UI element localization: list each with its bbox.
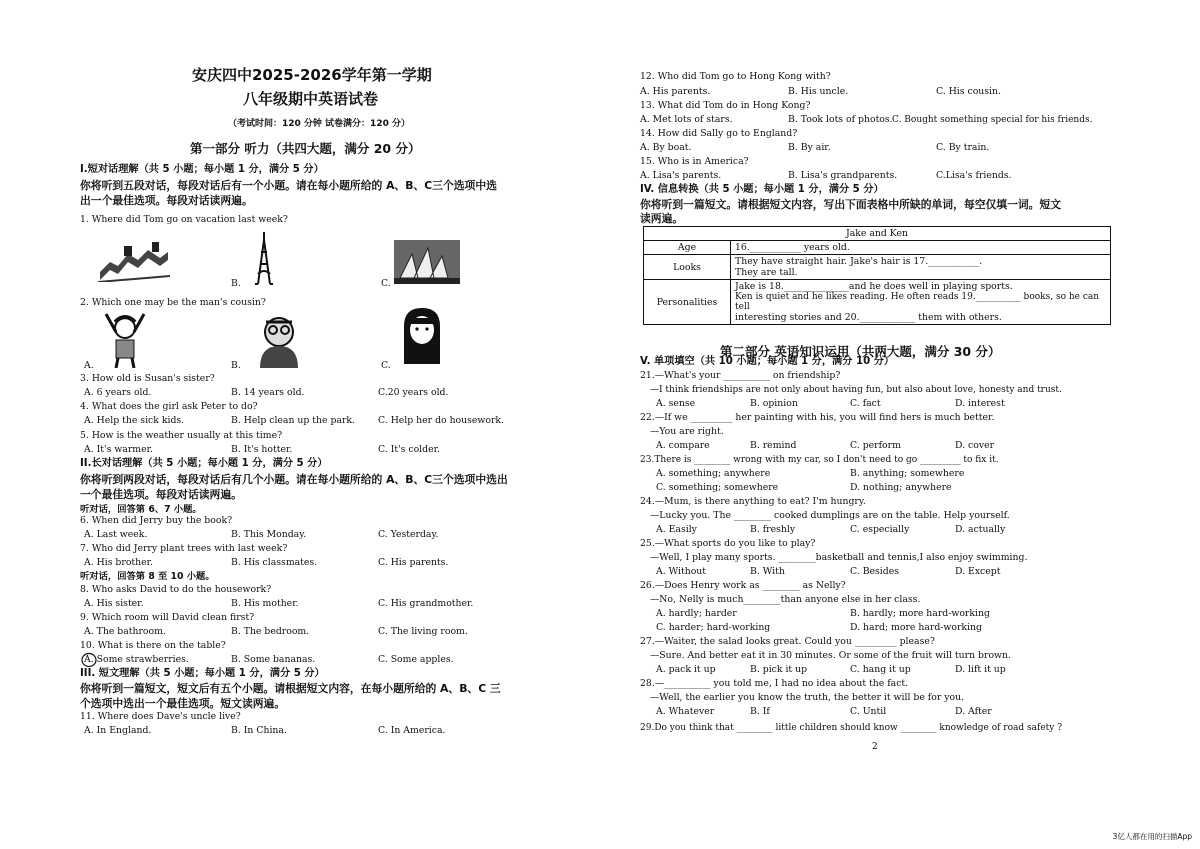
question-3-option-a: A. 6 years old. bbox=[84, 387, 152, 398]
question-14: 14. How did Sally go to England? bbox=[640, 128, 798, 139]
question-24: 24.—Mum, is there anything to eat? I'm hungry. bbox=[640, 496, 866, 507]
question-27-option-b: B. pick it up bbox=[750, 664, 808, 675]
question-26-option-a: A. hardly; harder bbox=[656, 608, 737, 619]
question-25-line-2: —Well, I play many sports. ________basketball and tennis,I also enjoy swimming. bbox=[650, 552, 1028, 563]
question-28-option-d: D. After bbox=[955, 706, 992, 717]
section-1-instruction: 你将听到五段对话，每段对话后有一个小题。请在每小题所给的 A、B、C三个选项中选 bbox=[80, 179, 497, 192]
question-21-option-b: B. opinion bbox=[750, 398, 798, 409]
question-6: 6. When did Jerry buy the book? bbox=[80, 515, 233, 526]
question-1: 1. Where did Tom go on vacation last week? bbox=[80, 214, 288, 225]
exam-title: 八年级期中英语试卷 bbox=[243, 90, 379, 108]
part2-heading: 第二部分 英语知识运用（共两大题，满分 30 分） bbox=[720, 344, 1001, 359]
question-11-option-b: B. In China. bbox=[231, 725, 287, 736]
section-5-heading: V. 单项填空（共 10 小题；每小题 1 分，满分 10 分） bbox=[640, 356, 895, 367]
question-2-option-c: C. bbox=[381, 360, 391, 371]
girl-long-hair-picture bbox=[398, 306, 446, 368]
question-12-option-c: C. His cousin. bbox=[936, 86, 1001, 97]
section-2-instruction-2: 一个最佳选项。每段对话读两遍。 bbox=[80, 488, 242, 501]
section-2-hint-2: 听对话，回答第 8 至 10 小题。 bbox=[80, 571, 215, 582]
question-2-option-b: B. bbox=[231, 360, 241, 371]
question-6-option-a: A. Last week. bbox=[84, 529, 148, 540]
question-13: 13. What did Tom do in Hong Kong? bbox=[640, 100, 811, 111]
opera-house-picture bbox=[394, 240, 460, 284]
question-22-line-2: —You are right. bbox=[650, 426, 724, 437]
table-looks-line-1: They have straight hair. Jake's hair is 17.___________. bbox=[735, 256, 983, 267]
question-28-option-b: B. If bbox=[750, 706, 770, 717]
scanner-watermark: 3亿人都在用的扫描App bbox=[1112, 832, 1192, 841]
question-28-option-a: A. Whatever bbox=[656, 706, 715, 717]
question-3-option-c: C.20 years old. bbox=[378, 387, 449, 398]
table-label-looks: Looks bbox=[644, 255, 731, 280]
question-15-option-a: A. Lisa's parents. bbox=[640, 170, 722, 181]
table-row-age bbox=[644, 241, 1111, 255]
question-26-option-d: D. hard; more hard-working bbox=[850, 622, 982, 633]
section-4-instruction: 你将听到一篇短文。请根据短文内容，写出下面表格中所缺的单词，每空仅填一词。短文 bbox=[640, 198, 1062, 211]
info-table bbox=[643, 226, 1111, 325]
question-25-option-b: B. With bbox=[750, 566, 785, 577]
section-2-instruction: 你将听到两段对话，每段对话后有几个小题。请在每小题所给的 A、B、C三个选项中选出 bbox=[80, 473, 508, 486]
table-cell-looks bbox=[731, 255, 1111, 280]
question-28: 28.—__________ you told me, I had no idea about the fact. bbox=[640, 678, 909, 689]
question-25: 25.—What sports do you like to play? bbox=[640, 538, 816, 549]
question-7-option-a: A. His brother. bbox=[84, 557, 154, 568]
question-21-line-2: —I think friendships are not only about having fun, but also about love, honesty and trust. bbox=[650, 385, 1062, 395]
question-23: 23.There is ________ wrong with my car, so I don't need to go _________ to fix it. bbox=[640, 455, 999, 465]
question-11-option-c: C. In America. bbox=[378, 725, 446, 736]
question-27-line-2: —Sure. And better eat it in 30 minutes. Or some of the fruit will turn brown. bbox=[650, 650, 1011, 661]
question-8-option-b: B. His mother. bbox=[231, 598, 299, 609]
question-10-option-c: C. Some apples. bbox=[378, 654, 454, 665]
question-27-option-a: A. pack it up bbox=[656, 664, 716, 675]
question-23-option-d: D. nothing; anywhere bbox=[850, 482, 952, 493]
question-24-option-a: A. Easily bbox=[656, 524, 697, 535]
section-1-heading: I.短对话理解（共 5 小题；每小题 1 分，满分 5 分） bbox=[80, 164, 324, 175]
question-12: 12. Who did Tom go to Hong Kong with? bbox=[640, 71, 831, 82]
table-cell-personalities bbox=[731, 280, 1111, 325]
question-6-option-c: C. Yesterday. bbox=[378, 529, 439, 540]
table-caption-row bbox=[644, 227, 1111, 241]
question-2: 2. Which one may be the man's cousin? bbox=[80, 297, 266, 308]
table-pers-line-3: interesting stories and 20.____________ them with others. bbox=[735, 312, 1002, 323]
question-9-option-c: C. The living room. bbox=[378, 626, 468, 637]
question-5-option-a: A. It's warmer. bbox=[84, 444, 153, 455]
question-7: 7. Who did Jerry plant trees with last week? bbox=[80, 543, 288, 554]
question-8: 8. Who asks David to do the housework? bbox=[80, 584, 272, 595]
question-24-option-b: B. freshly bbox=[750, 524, 796, 535]
table-row-personalities bbox=[644, 280, 1111, 325]
question-12-option-a: A. His parents. bbox=[640, 86, 711, 97]
question-24-option-d: D. actually bbox=[955, 524, 1006, 535]
question-29: 29.Do you think that ________ little children should know ________ knowledge of road safety ? bbox=[640, 723, 1063, 733]
question-7-option-c: C. His parents. bbox=[378, 557, 449, 568]
question-13-option-b: B. Took lots of photos. bbox=[788, 114, 893, 125]
question-22-option-c: C. perform bbox=[850, 440, 901, 451]
question-1-option-b: B. bbox=[231, 278, 241, 289]
table-label-age: Age bbox=[644, 241, 731, 255]
question-26-line-2: —No, Nelly is much________than anyone else in her class. bbox=[650, 594, 921, 605]
section-2-heading: II.长对话理解（共 5 小题；每小题 1 分，满分 5 分） bbox=[80, 458, 328, 469]
question-5-option-b: B. It's hotter. bbox=[231, 444, 293, 455]
question-13-option-a: A. Met lots of stars. bbox=[640, 114, 733, 125]
section-4-instruction-2: 读两遍。 bbox=[640, 212, 684, 225]
question-22-option-a: A. compare bbox=[656, 440, 710, 451]
question-22-option-b: B. remind bbox=[750, 440, 797, 451]
great-wall-picture bbox=[98, 238, 170, 282]
question-15-option-c: C.Lisa's friends. bbox=[936, 170, 1012, 181]
question-3: 3. How old is Susan's sister? bbox=[80, 373, 215, 384]
question-24-option-c: C. especially bbox=[850, 524, 910, 535]
question-23-option-c: C. something; somewhere bbox=[656, 482, 779, 493]
question-14-option-a: A. By boat. bbox=[640, 142, 692, 153]
question-6-option-b: B. This Monday. bbox=[231, 529, 307, 540]
question-22: 22.—If we _________ her painting with his, you will find hers is much better. bbox=[640, 412, 995, 423]
table-cell-age: 16.___________ years old. bbox=[731, 241, 1111, 255]
section-4-heading: IV. 信息转换（共 5 小题；每小题 1 分，满分 5 分） bbox=[640, 184, 884, 195]
question-21-option-c: C. fact bbox=[850, 398, 881, 409]
question-3-option-b: B. 14 years old. bbox=[231, 387, 305, 398]
question-9: 9. Which room will David clean first? bbox=[80, 612, 255, 623]
section-2-hint-1: 听对话，回答第 6、7 小题。 bbox=[80, 504, 202, 515]
question-27-option-c: C. hang it up bbox=[850, 664, 911, 675]
question-13-option-c: C. Bought something special for his friends. bbox=[892, 115, 1093, 125]
question-5-option-c: C. It's colder. bbox=[378, 444, 440, 455]
question-9-option-a: A. The bathroom. bbox=[84, 626, 166, 637]
question-14-option-c: C. By train. bbox=[936, 142, 990, 153]
question-4-option-a: A. Help the sick kids. bbox=[84, 415, 185, 426]
question-11-option-a: A. In England. bbox=[84, 725, 152, 736]
question-1-option-c: C. bbox=[381, 278, 391, 289]
question-28-option-c: C. Until bbox=[850, 706, 887, 717]
question-27: 27.—Waiter, the salad looks great. Could you _________ please? bbox=[640, 636, 935, 647]
question-26-option-b: B. hardly; more hard-working bbox=[850, 608, 990, 619]
question-23-option-a: A. something; anywhere bbox=[656, 468, 771, 479]
question-4: 4. What does the girl ask Peter to do? bbox=[80, 401, 258, 412]
question-25-option-c: C. Besides bbox=[850, 566, 899, 577]
question-15-option-b: B. Lisa's grandparents. bbox=[788, 170, 898, 181]
question-10-option-b: B. Some bananas. bbox=[231, 654, 316, 665]
question-21: 21.—What's your __________ on friendship? bbox=[640, 370, 841, 381]
question-5: 5. How is the weather usually at this time? bbox=[80, 430, 283, 441]
question-10: 10. What is there on the table? bbox=[80, 640, 226, 651]
section-3-instruction: 你将听到一篇短文，短文后有五个小题。请根据短文内容，在每小题所给的 A、B、C 三 bbox=[80, 682, 501, 695]
question-22-option-d: D. cover bbox=[955, 440, 995, 451]
table-pers-line-2: Ken is quiet and he likes reading. He often reads 19.__________ books, so he can tell bbox=[735, 292, 1100, 312]
boy-cheering-picture bbox=[100, 310, 150, 368]
question-25-option-d: D. Except bbox=[955, 566, 1001, 577]
question-7-option-b: B. His classmates. bbox=[231, 557, 318, 568]
section-3-instruction-2: 个选项中选出一个最佳选项。短文读两遍。 bbox=[80, 697, 286, 710]
question-10-option-a: A. Some strawberries. bbox=[84, 654, 189, 665]
eiffel-tower-picture bbox=[246, 230, 282, 286]
question-2-option-a: A. bbox=[84, 360, 94, 371]
question-9-option-b: B. The bedroom. bbox=[231, 626, 310, 637]
table-row-looks bbox=[644, 255, 1111, 280]
question-11: 11. Where does Dave's uncle live? bbox=[80, 711, 241, 722]
question-25-option-a: A. Without bbox=[656, 566, 707, 577]
question-26: 26.—Does Henry work as ________ as Nelly? bbox=[640, 580, 846, 591]
table-looks-line-2: They are tall. bbox=[735, 267, 798, 278]
table-pers-line-1: Jake is 18.______________and he does well in playing sports. bbox=[735, 281, 1013, 292]
question-21-option-d: D. interest bbox=[955, 398, 1005, 409]
question-15: 15. Who is in America? bbox=[640, 156, 749, 167]
question-24-line-2: —Lucky you. The ________ cooked dumplings are on the table. Help yourself. bbox=[650, 510, 1010, 521]
question-12-option-b: B. His uncle. bbox=[788, 86, 849, 97]
question-27-option-d: D. lift it up bbox=[955, 664, 1006, 675]
school-title: 安庆四中2025-2026学年第一学期 bbox=[192, 66, 432, 84]
page-number: 2 bbox=[872, 742, 878, 752]
question-8-option-a: A. His sister. bbox=[84, 598, 144, 609]
answer-circle-mark bbox=[81, 652, 97, 668]
part1-heading: 第一部分 听力（共四大题，满分 20 分） bbox=[190, 141, 421, 156]
question-14-option-b: B. By air. bbox=[788, 142, 831, 153]
question-28-line-2: —Well, the earlier you know the truth, the better it will be for you. bbox=[650, 692, 965, 703]
question-8-option-c: C. His grandmother. bbox=[378, 598, 474, 609]
table-caption: Jake and Ken bbox=[644, 227, 1111, 241]
question-26-option-c: C. harder; hard-working bbox=[656, 622, 771, 633]
exam-info: （考试时间：120 分钟 试卷满分：120 分） bbox=[228, 119, 410, 129]
old-man-glasses-picture bbox=[248, 312, 310, 370]
section-1-instruction-2: 出一个最佳选项。每段对话读两遍。 bbox=[80, 194, 253, 207]
question-4-option-c: C. Help her do housework. bbox=[378, 415, 505, 426]
section-3-heading: III. 短文理解（共 5 小题；每小题 1 分，满分 5 分） bbox=[80, 668, 325, 679]
table-label-personalities: Personalities bbox=[644, 280, 731, 325]
question-23-option-b: B. anything; somewhere bbox=[850, 468, 965, 479]
question-4-option-b: B. Help clean up the park. bbox=[231, 415, 356, 426]
question-21-option-a: A. sense bbox=[656, 398, 696, 409]
